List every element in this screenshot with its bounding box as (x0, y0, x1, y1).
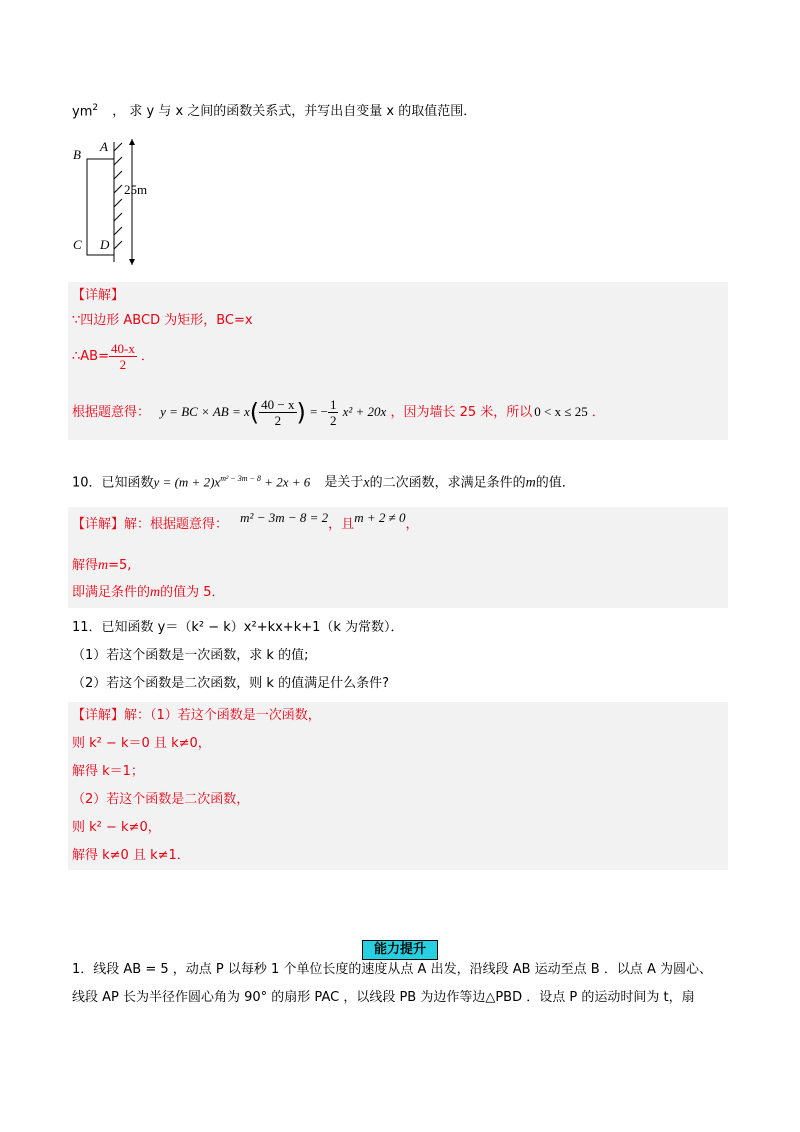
intro-line (72, 98, 476, 122)
sol9-eq-lparen: ( (249, 398, 260, 427)
q10-exponent: m² − 3m − 8 (220, 474, 261, 483)
figure-label-d: D (100, 237, 110, 252)
q11-part2: （2）若这个函数是二次函数，则 k 的值满足什么条件? (72, 676, 389, 691)
sol10-eq2: m + 2 ≠ 0 (354, 510, 406, 525)
sol9-line3-mid: ，因为墙长 25 米，所以 (390, 405, 533, 420)
rectangle-wall-figure (70, 137, 170, 272)
figure-label-c: C (73, 237, 82, 252)
sol9-line3-end: ． (591, 405, 605, 420)
q10-num: 10．已知函数 (72, 475, 154, 491)
sol9-eq-a: y = BC × AB = x (160, 404, 250, 419)
q10-var-m: m (525, 475, 536, 491)
figure-length-label: 25m (124, 182, 148, 197)
sol10-line2 (72, 556, 131, 576)
problem-1-line2: 线段 AP 长为半径作圆心角为 90° 的扇形 PAC ，以线段 PB 为边作等边△PBD ．设点 P 的运动时间为 t，扇 (72, 990, 695, 1005)
sol10-line2-var: m (98, 558, 109, 573)
sol10-comma: ， (405, 517, 419, 532)
solution-box-11 (68, 702, 728, 870)
q11-part1: （1）若这个函数是一次函数，求 k 的值; (72, 648, 309, 663)
q10-text3: 的值． (535, 475, 575, 491)
sol9-eq-half-den: 2 (329, 413, 337, 428)
sol9-eq-rparen: ) (296, 398, 306, 427)
q10-formula: y = (m + 2)x (153, 474, 221, 490)
sol10-line3-pre: 即满足条件的 (72, 585, 151, 600)
sol9-ab-prefix: ∴AB= (72, 349, 109, 364)
sol11-l1: 解：（1）若这个函数是一次函数， (124, 708, 321, 723)
sol11-line1 (72, 706, 321, 726)
q10-text: 是关于 (324, 475, 364, 491)
q10-var-x: x (363, 475, 370, 491)
figure-label-a: A (100, 139, 108, 154)
intro-unit-sq: 2 (92, 103, 99, 113)
sol9-tag: 【详解】 (72, 288, 125, 303)
q10-tail: + 2x + 6 (260, 474, 311, 490)
sol9-line1: ∵四边形 ABCD 为矩形，BC=x (72, 313, 253, 328)
sol9-eq-half (328, 397, 339, 428)
sol10-line1 (72, 510, 419, 535)
q10-text2: 的二次函数，求满足条件的 (369, 475, 526, 491)
sol9-range: 0 < x ≤ 25 (534, 404, 588, 419)
sol10-line3-post: 的值为 5． (160, 585, 225, 600)
sol11-tag: 【详解】 (72, 708, 125, 723)
sol10-line3 (72, 583, 225, 603)
sol10-and: ，且 (328, 517, 355, 532)
sol9-eq-den: 2 (274, 413, 282, 428)
sol9-eq-fraction (259, 397, 296, 428)
q11-stem: 11．已知函数 y＝（k² − k）x²+kx+k+1（k 为常数）． (72, 620, 404, 635)
sol10-line2-post: =5, (108, 558, 132, 573)
sol10-line2-pre: 解得 (72, 558, 99, 573)
sol9-line3 (72, 392, 605, 433)
sol9-ab-suffix: ． (140, 349, 154, 364)
figure-label-b: B (73, 147, 81, 162)
sol11-line6: 解得 k≠0 且 k≠1． (72, 848, 190, 863)
sol10-text: 解：根据题意得： (124, 517, 229, 532)
sol10-tag: 【详解】 (72, 517, 125, 532)
sol10-line3-var: m (150, 585, 161, 600)
problem-1-line1: 1．线段 AB = 5 ，动点 P 以每秒 1 个单位长度的速度从点 A 出发，沿线段 AB 运动至点 B ．以点 A 为圆心、 (72, 962, 712, 977)
question-10 (72, 466, 575, 496)
section-banner: 能力提升 (362, 940, 438, 960)
sol11-line5: 则 k² − k≠0， (72, 820, 161, 835)
sol11-line4: （2）若这个函数是二次函数， (72, 792, 250, 807)
intro-unit: ym (72, 104, 93, 120)
sol9-eq-num: 40 − x (261, 397, 295, 412)
sol9-ab-num: 40-x (110, 341, 135, 356)
sol9-ab-den: 2 (119, 357, 127, 372)
sol9-line3-prefix: 根据题意得： (72, 405, 151, 420)
sol9-eq-b: = − (310, 404, 328, 419)
intro-text: ， 求 y 与 x 之间的函数关系式，并写出自变量 x 的取值范围． (112, 104, 477, 120)
sol11-line2: 则 k² − k＝0 且 k≠0， (72, 736, 211, 751)
sol9-eq-half-num: 1 (329, 397, 337, 412)
sol9-ab-fraction (109, 341, 137, 372)
sol9-line2 (72, 340, 154, 374)
sol9-eq-d: x² + 20x (342, 404, 387, 419)
sol11-line3: 解得 k＝1； (72, 764, 144, 779)
sol10-eq1: m² − 3m − 8 = 2 (240, 510, 329, 525)
